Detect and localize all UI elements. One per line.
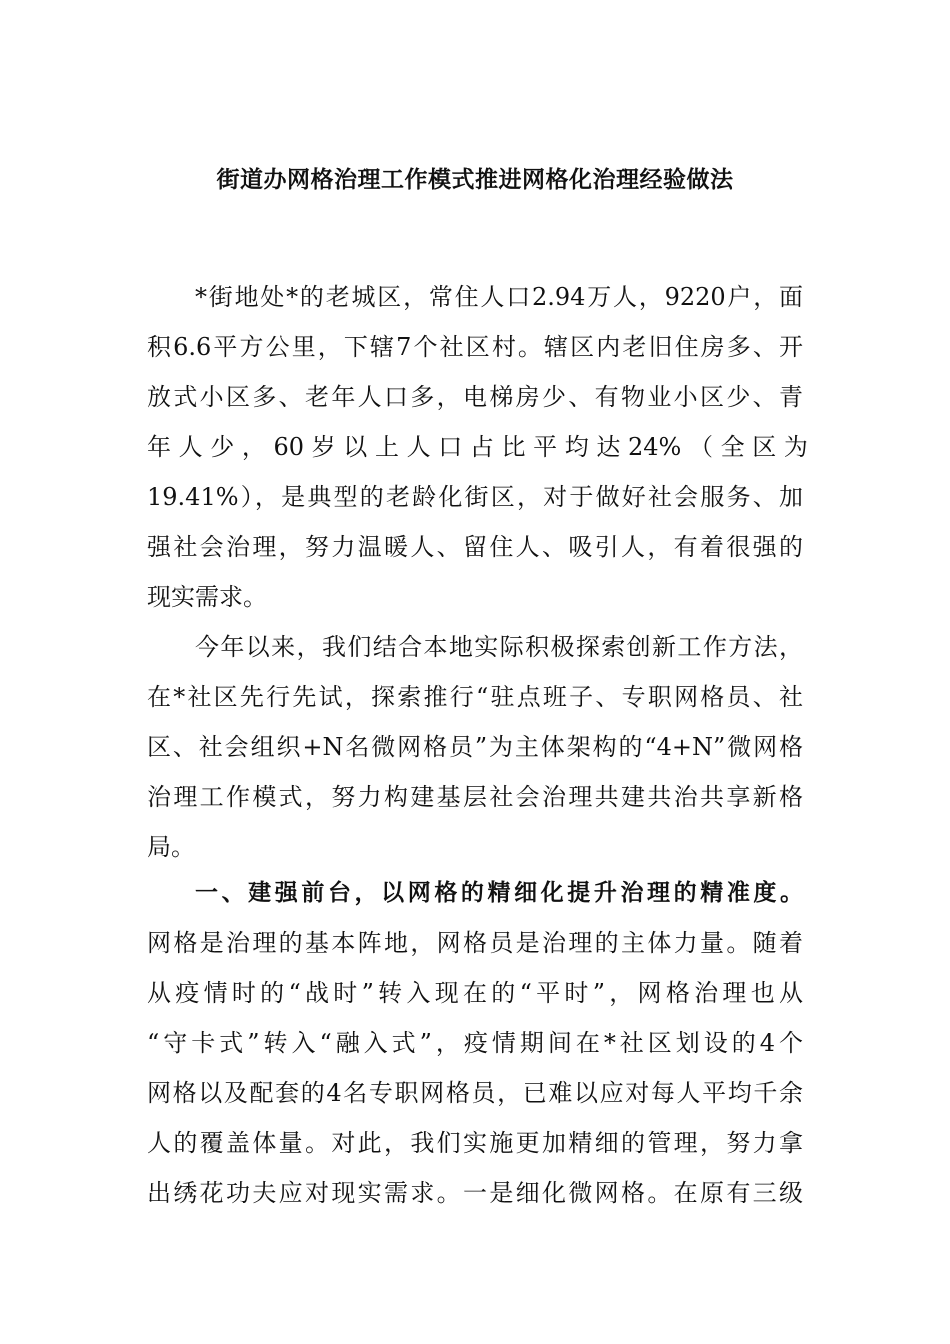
paragraph-line: 今年以来，我们结合本地实际积极探索创新工作方法， [195,633,803,661]
paragraph-line: 网格以及配套的4名专职网格员，已难以应对每人平均千余 [147,1079,803,1107]
paragraph-line: 出绣花功夫应对现实需求。一是细化微网格。在原有三级 [147,1179,803,1207]
paragraph-line: 现实需求。 [147,583,267,611]
paragraph-line: 积6.6平方公里，下辖7个社区村。辖区内老旧住房多、开 [147,333,803,361]
paragraph-line: 从疫情时的“战时”转入现在的“平时”，网格治理也从 [147,979,803,1007]
paragraph-line: 19.41%），是典型的老龄化街区，对于做好社会服务、加 [147,483,803,511]
paragraph-line: 年 人 少 ， 60 岁 以 上 人 口 占 比 平 均 达 24% （ 全 区 为 [147,433,808,461]
document-title: 街道办网格治理工作模式推进网格化治理经验做法 [216,167,734,193]
paragraph-line: 区、社会组织+N名微网格员”为主体架构的“4+N”微网格 [147,733,803,761]
paragraph-line: 放式小区多、老年人口多，电梯房少、有物业小区少、青 [147,383,803,411]
paragraph-line: 在*社区先行先试，探索推行“驻点班子、专职网格员、社 [147,683,803,711]
paragraph-line: 强社会治理，努力温暖人、留住人、吸引人，有着很强的 [147,533,803,561]
section-heading: 一、建强前台，以网格的精细化提升治理的精准度。 [195,880,803,906]
paragraph-line: *街地处*的老城区，常住人口2.94万人，9220户，面 [195,283,803,311]
paragraph-line: 局。 [147,833,195,861]
paragraph-line: 人的覆盖体量。对此，我们实施更加精细的管理，努力拿 [147,1129,803,1157]
paragraph-line: 网格是治理的基本阵地，网格员是治理的主体力量。随着 [147,929,803,957]
paragraph-line: “守卡式”转入“融入式”，疫情期间在*社区划设的4个 [147,1029,803,1057]
paragraph-line: 治理工作模式，努力构建基层社会治理共建共治共享新格 [147,783,803,811]
